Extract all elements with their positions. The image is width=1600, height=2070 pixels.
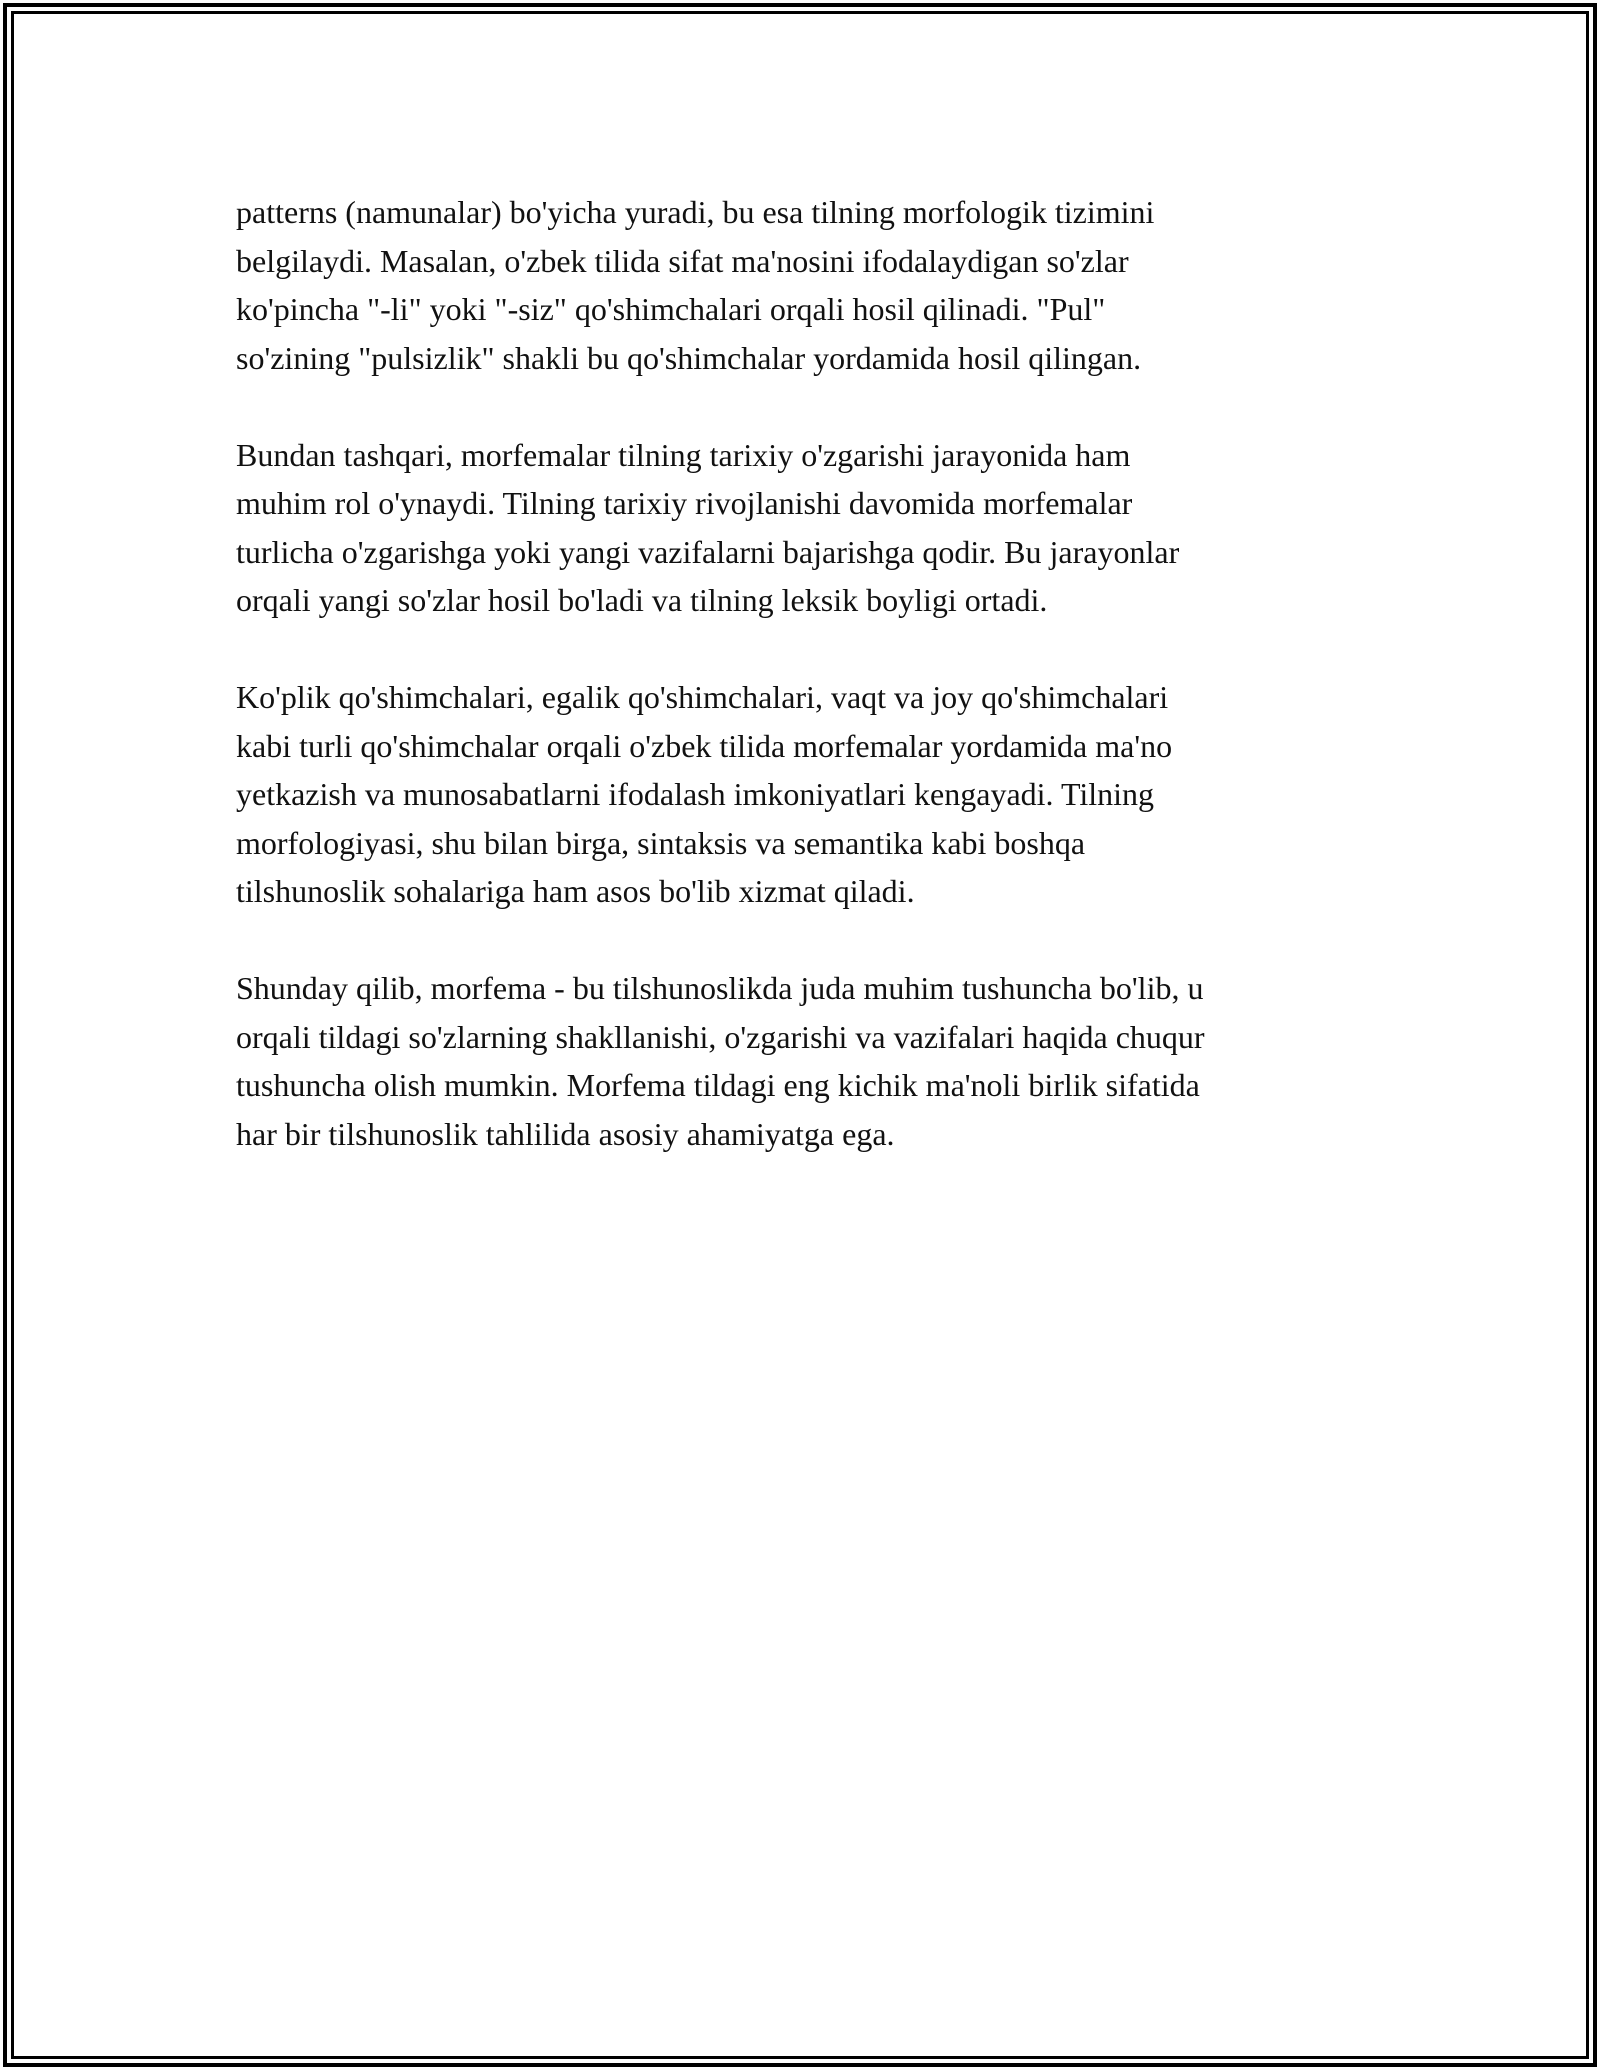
paragraph: Shunday qilib, morfema - bu tilshunoslikda juda muhim tushuncha bo'lib, u orqali tildagi so'zlarning shakllanishi, o'zgarishi va vazifalari haqida chuqur tushuncha olish mumkin. Morfema tildagi eng kichik ma'noli birlik sifatida har bir tilshunoslik tahlilida asosiy ahamiyatga ega.	[236, 970, 1205, 1152]
document-body	[236, 188, 1366, 1207]
paragraph: Ko'plik qo'shimchalari, egalik qo'shimchalari, vaqt va joy qo'shimchalari kabi turli qo'shimchalar orqali o'zbek tilida morfemalar yordamida ma'no yetkazish va munosabatlarni ifodalash imkoniyatlari kengayadi. Tilning morfologiyasi, shu bilan birga, sintaksis va semantika kabi boshqa tilshunoslik sohalariga ham asos bo'lib xizmat qiladi.	[236, 679, 1173, 909]
paragraph: Bundan tashqari, morfemalar tilning tarixiy o'zgarishi jarayonida ham muhim rol o'ynaydi. Tilning tarixiy rivojlanishi davomida morfemalar turlicha o'zgarishga yoki yangi vazifalarni bajarishga qodir. Bu jarayonlar orqali yangi so'zlar hosil bo'ladi va tilning leksik boyligi ortadi.	[236, 436, 1180, 618]
paragraph: patterns (namunalar) bo'yicha yuradi, bu esa tilning morfologik tizimini belgilaydi. Masalan, o'zbek tilida sifat ma'nosini ifodalaydigan so'zlar ko'pincha "-li" yoki "-siz" qo'shimchalari orqali hosil qilinadi. "Pul" so'zining "pulsizlik" shakli bu qo'shimchalar yordamida hosil qilingan.	[236, 194, 1155, 376]
